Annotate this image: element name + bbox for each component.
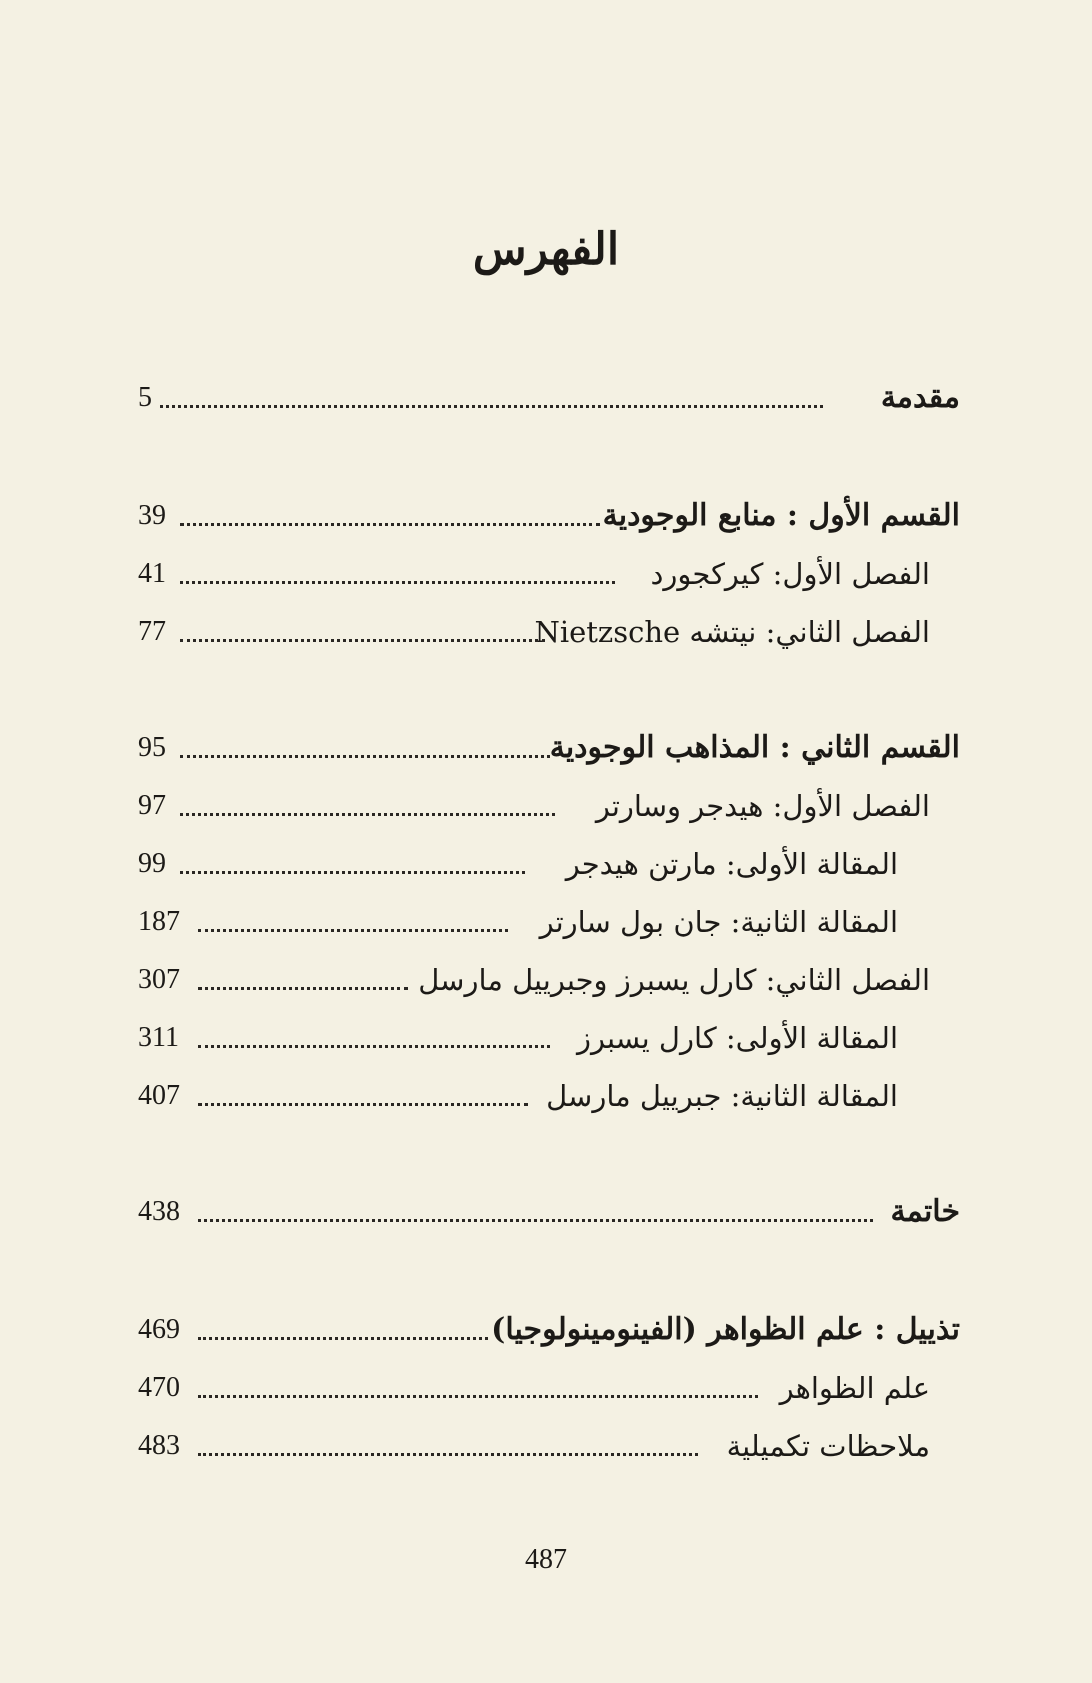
toc-entry-page: 311 — [138, 1022, 179, 1053]
toc-entry-label: الفصل الأول: هيدجر وسارتر — [595, 789, 930, 823]
toc-entry-label: الفصل الثاني: كارل يسبرز وجبرييل مارسل — [418, 963, 930, 997]
toc-entry-subsection — [0, 1368, 1092, 1408]
toc-entry-page: 470 — [138, 1372, 180, 1403]
toc-entry-appendix — [0, 1310, 1092, 1350]
toc-entry-label: الفصل الثاني: نيتشه Nietzsche — [534, 615, 930, 649]
toc-entry-label: مقدمة — [880, 380, 960, 415]
toc-entry-label: القسم الأول : منابع الوجودية — [602, 498, 960, 533]
toc-entry-label: علم الظواهر — [779, 1371, 930, 1405]
toc-leader-dots — [198, 1045, 550, 1048]
toc-entry-page: 469 — [138, 1314, 180, 1345]
toc-leader-dots — [198, 1395, 758, 1398]
toc-entry-page: 5 — [138, 382, 152, 413]
toc-entry-page: 39 — [138, 500, 166, 531]
toc-entry-label: المقالة الثانية: جبرييل مارسل — [546, 1079, 898, 1113]
toc-entry-article — [0, 902, 1092, 942]
toc-entry-chapter — [0, 554, 1092, 594]
toc-leader-dots — [180, 639, 545, 642]
toc-entry-part-one — [0, 496, 1092, 536]
toc-entry-chapter — [0, 960, 1092, 1000]
toc-entry-chapter — [0, 612, 1092, 652]
toc-leader-dots — [198, 987, 408, 990]
toc-entry-page: 407 — [138, 1080, 180, 1111]
toc-entry-page: 97 — [138, 790, 166, 821]
toc-entry-label: المقالة الأولى: كارل يسبرز — [577, 1021, 898, 1055]
toc-entry-page: 77 — [138, 616, 166, 647]
toc-entry-introduction — [0, 378, 1092, 418]
toc-leader-dots — [180, 755, 550, 758]
toc-entry-article — [0, 1018, 1092, 1058]
toc-entry-label: خاتمة — [890, 1194, 960, 1229]
toc-entry-chapter — [0, 786, 1092, 826]
page-title: الفهرس — [472, 224, 620, 275]
toc-leader-dots — [160, 405, 823, 408]
toc-leader-dots — [198, 1337, 488, 1340]
toc-leader-dots — [198, 929, 508, 932]
toc-entry-page: 95 — [138, 732, 166, 763]
toc-entry-page: 483 — [138, 1430, 180, 1461]
page-number: 487 — [525, 1544, 567, 1575]
toc-entry-label: ملاحظات تكميلية — [726, 1429, 930, 1463]
toc-entry-article — [0, 844, 1092, 884]
toc-entry-part-two — [0, 728, 1092, 768]
toc-entry-label: القسم الثاني : المذاهب الوجودية — [549, 730, 960, 765]
toc-entry-page: 438 — [138, 1196, 180, 1227]
toc-entry-label: تذييل : علم الظواهر (الفينومينولوجيا) — [491, 1312, 960, 1347]
toc-entry-page: 41 — [138, 558, 166, 589]
toc-entry-page: 307 — [138, 964, 180, 995]
toc-leader-dots — [180, 523, 600, 526]
toc-entry-label: المقالة الثانية: جان بول سارتر — [539, 905, 898, 939]
toc-entry-label: المقالة الأولى: مارتن هيدجر — [565, 847, 898, 881]
toc-leader-dots — [180, 581, 615, 584]
toc-leader-dots — [180, 813, 555, 816]
toc-entry-page: 99 — [138, 848, 166, 879]
toc-entry-label: الفصل الأول: كيركجورد — [650, 557, 930, 591]
toc-leader-dots — [198, 1453, 698, 1456]
toc-entry-page: 187 — [138, 906, 180, 937]
toc-leader-dots — [198, 1103, 528, 1106]
toc-leader-dots — [180, 871, 525, 874]
toc-leader-dots — [198, 1219, 873, 1222]
toc-entry-subsection — [0, 1426, 1092, 1466]
toc-entry-article — [0, 1076, 1092, 1116]
toc-entry-conclusion — [0, 1192, 1092, 1232]
